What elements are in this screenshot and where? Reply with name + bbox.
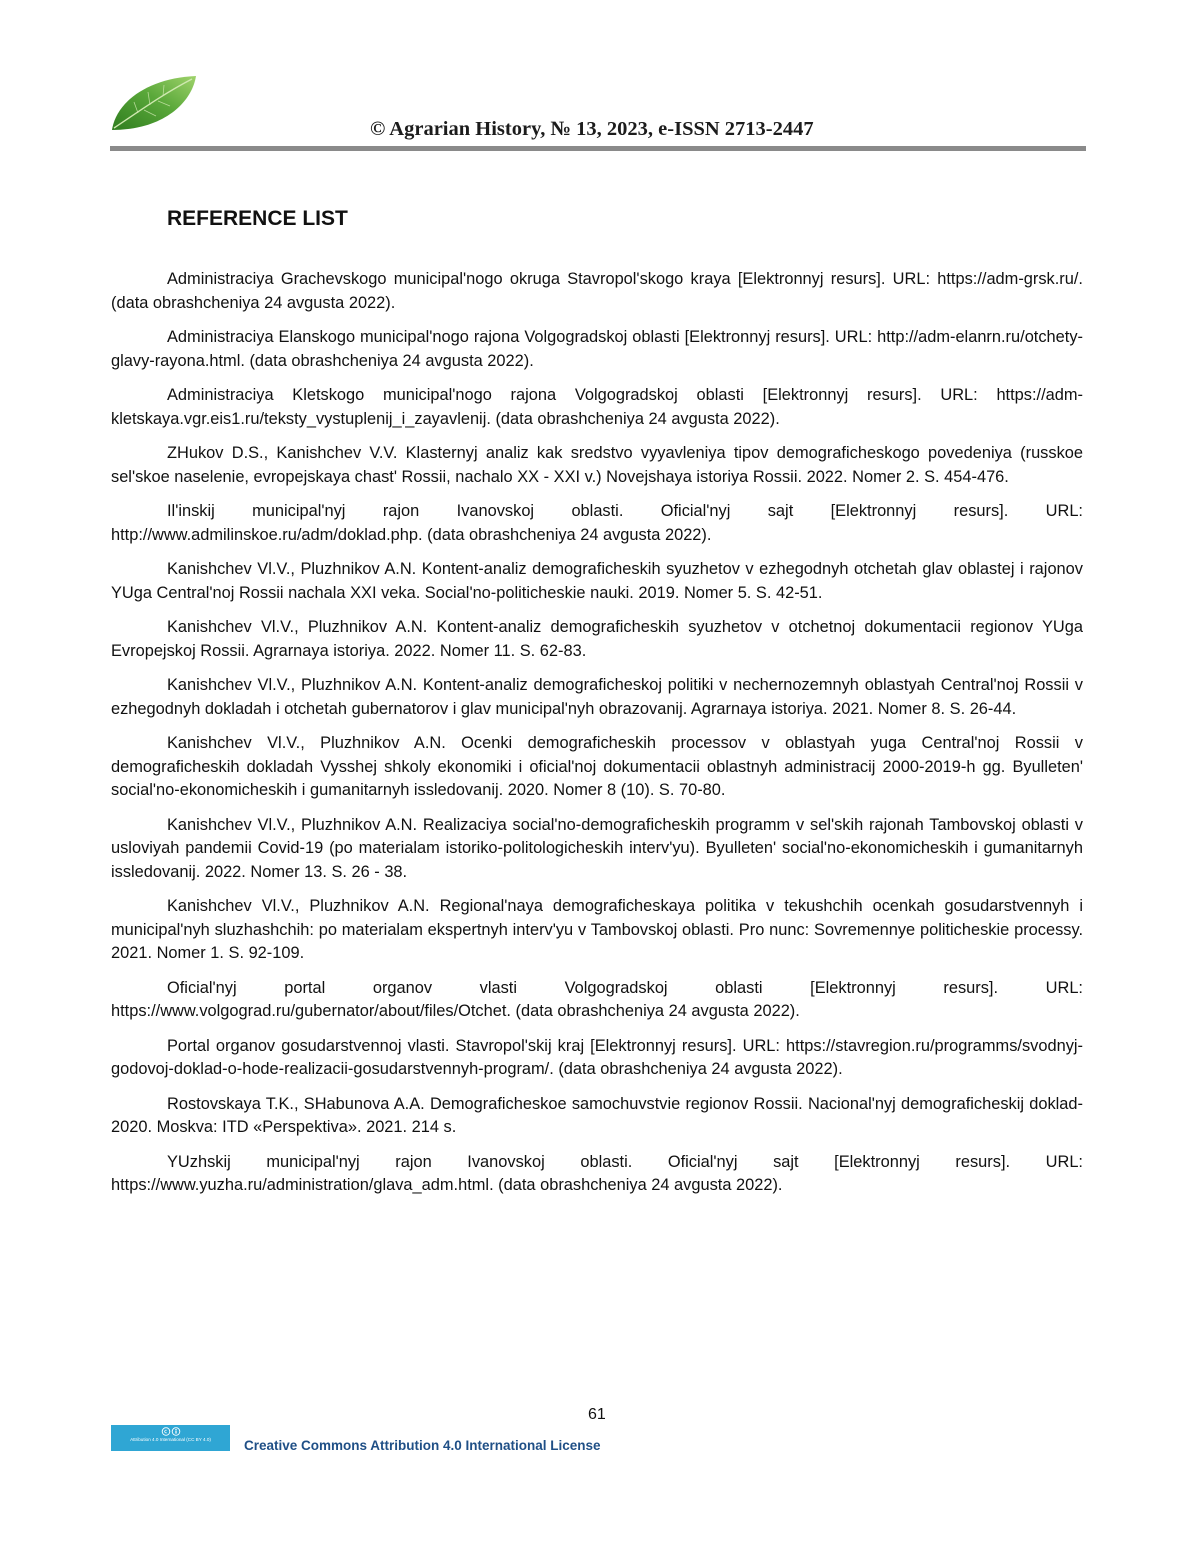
reference-item: Rostovskaya T.K., SHabunova A.A. Demograficheskoe samochuvstvie regionov Rossii. Nacional'nyj demograficheskij doklad-2020. Moskva: ITD «Perspektiva». 2021. 214 s. (111, 1094, 1083, 1136)
reference-item: Portal organov gosudarstvennoj vlasti. Stavropol'skij kraj [Elektronnyj resurs]. URL: https://stavregion.ru/programms/svodnyj-godovoj-doklad-o-hode-realizacii-gosudarstvennyh-program/. (data obrashcheniya 24 avgusta 2022). (111, 1036, 1083, 1078)
reference-item: Administraciya Kletskogo municipal'nogo rajona Volgogradskoj oblasti [Elektronnyj resurs]. URL: https://adm-kletskaya.vgr.eis1.ru/teksty_vystuplenij_i_zayavlenij. (data obrashcheniya 24 avgusta 2022). (111, 386, 1083, 428)
license-link[interactable]: Creative Commons Attribution 4.0 International License (244, 1438, 601, 1453)
journal-header: © Agrarian History, № 13, 2023, e-ISSN 2713-2447 (370, 118, 814, 140)
reference-item: Administraciya Elanskogo municipal'nogo rajona Volgogradskoj oblasti [Elektronnyj resurs]. URL: http://adm-elanrn.ru/otchety-glavy-rayona.html. (data obrashcheniya 24 avgusta 2022). (111, 328, 1083, 370)
reference-item: Kanishchev Vl.V., Pluzhnikov A.N. Kontent-analiz demograficheskoj politiki v nechernozemnyh oblastyah Central'noj Rossii v ezhegodnyh dokladah i otchetah gubernatorov i glav municipal'nyh obrazovanij. Agrarnaya istoriya. 2021. Nomer 8. S. 26-44. (111, 676, 1083, 718)
reference-item: Kanishchev Vl.V., Pluzhnikov A.N. Regional'naya demograficheskaya politika v tekushchih ocenkah gosudarstvennyh i municipal'nyh sluzhashchih: po materialam ekspertnyh interv'yu v Tambovskoj oblasti. Pro nunc: Sovremennye politicheskie processy. 2021. Nomer 1. S. 92-109. (111, 897, 1083, 962)
reference-list (111, 268, 1083, 1209)
reference-item: ZHukov D.S., Kanishchev V.V. Klasternyj analiz kak sredstvo vyyavleniya tipov demograficheskogo povedeniya (russkoe sel'skoe naselenie, evropejskaya chast' Rossii, nachalo XX - XXI v.) Novejshaya istoriya Rossii. 2022. Nomer 2. S. 454-476. (111, 444, 1083, 486)
reference-item: Kanishchev Vl.V., Pluzhnikov A.N. Ocenki demograficheskih processov v oblastyah yuga Central'noj Rossii v demograficheskih dokladah Vysshej shkoly ekonomiki i oficial'noj dokumentacii oblastnyh administracij 2000-2019-h gg. Byulleten' social'no-ekonomicheskih i gumanitarnyh issledovanij. 2020. Nomer 8 (10). S. 70-80. (111, 734, 1083, 799)
page-number: 61 (588, 1406, 606, 1423)
cc-license-badge[interactable] (111, 1425, 230, 1451)
reference-item: Kanishchev Vl.V., Pluzhnikov A.N. Kontent-analiz demograficheskih syuzhetov v ezhegodnyh otchetah glav oblastej i rajonov YUga Central'noj Rossii nachala XXI veka. Social'no-politicheskie nauki. 2019. Nomer 5. S. 42-51. (111, 560, 1083, 602)
header-divider (110, 146, 1086, 151)
reference-item: Oficial'nyj portal organov vlasti Volgogradskoj oblasti [Elektronnyj resurs]. URL: https://www.volgograd.ru/gubernator/about/files/Otchet. (data obrashcheniya 24 avgusta 2022). (111, 978, 1083, 1020)
reference-item: YUzhskij municipal'nyj rajon Ivanovskoj oblasti. Oficial'nyj sajt [Elektronnyj resurs]. URL: https://www.yuzha.ru/administration/glava_adm.html. (data obrashcheniya 24 avgusta 2022). (111, 1152, 1083, 1194)
section-title: REFERENCE LIST (167, 207, 348, 230)
cc-badge-text: Attribution 4.0 International (CC BY 4.0) (130, 1437, 211, 1442)
cc-by-icon (159, 1427, 183, 1436)
reference-item: Kanishchev Vl.V., Pluzhnikov A.N. Realizaciya social'no-demograficheskih programm v sel'skih rajonah Tambovskoj oblasti v usloviyah pandemii Covid-19 (po materialam istoriko-politologicheskih interv'yu). Byulleten' social'no-ekonomicheskih i gumanitarnyh issledovanij. 2022. Nomer 13. S. 26 - 38. (111, 815, 1083, 881)
reference-item: Administraciya Grachevskogo municipal'nogo okruga Stavropol'skogo kraya [Elektronnyj resurs]. URL: https://adm-grsk.ru/. (data obrashcheniya 24 avgusta 2022). (111, 270, 1083, 312)
reference-item: Kanishchev Vl.V., Pluzhnikov A.N. Kontent-analiz demograficheskih syuzhetov v otchetnoj dokumentacii regionov YUga Evropejskoj Rossii. Agrarnaya istoriya. 2022. Nomer 11. S. 62-83. (111, 618, 1083, 660)
leaf-icon (108, 72, 203, 134)
reference-item: Il'inskij municipal'nyj rajon Ivanovskoj oblasti. Oficial'nyj sajt [Elektronnyj resurs]. URL: http://www.admilinskoe.ru/adm/doklad.php. (data obrashcheniya 24 avgusta 2022). (111, 502, 1083, 544)
